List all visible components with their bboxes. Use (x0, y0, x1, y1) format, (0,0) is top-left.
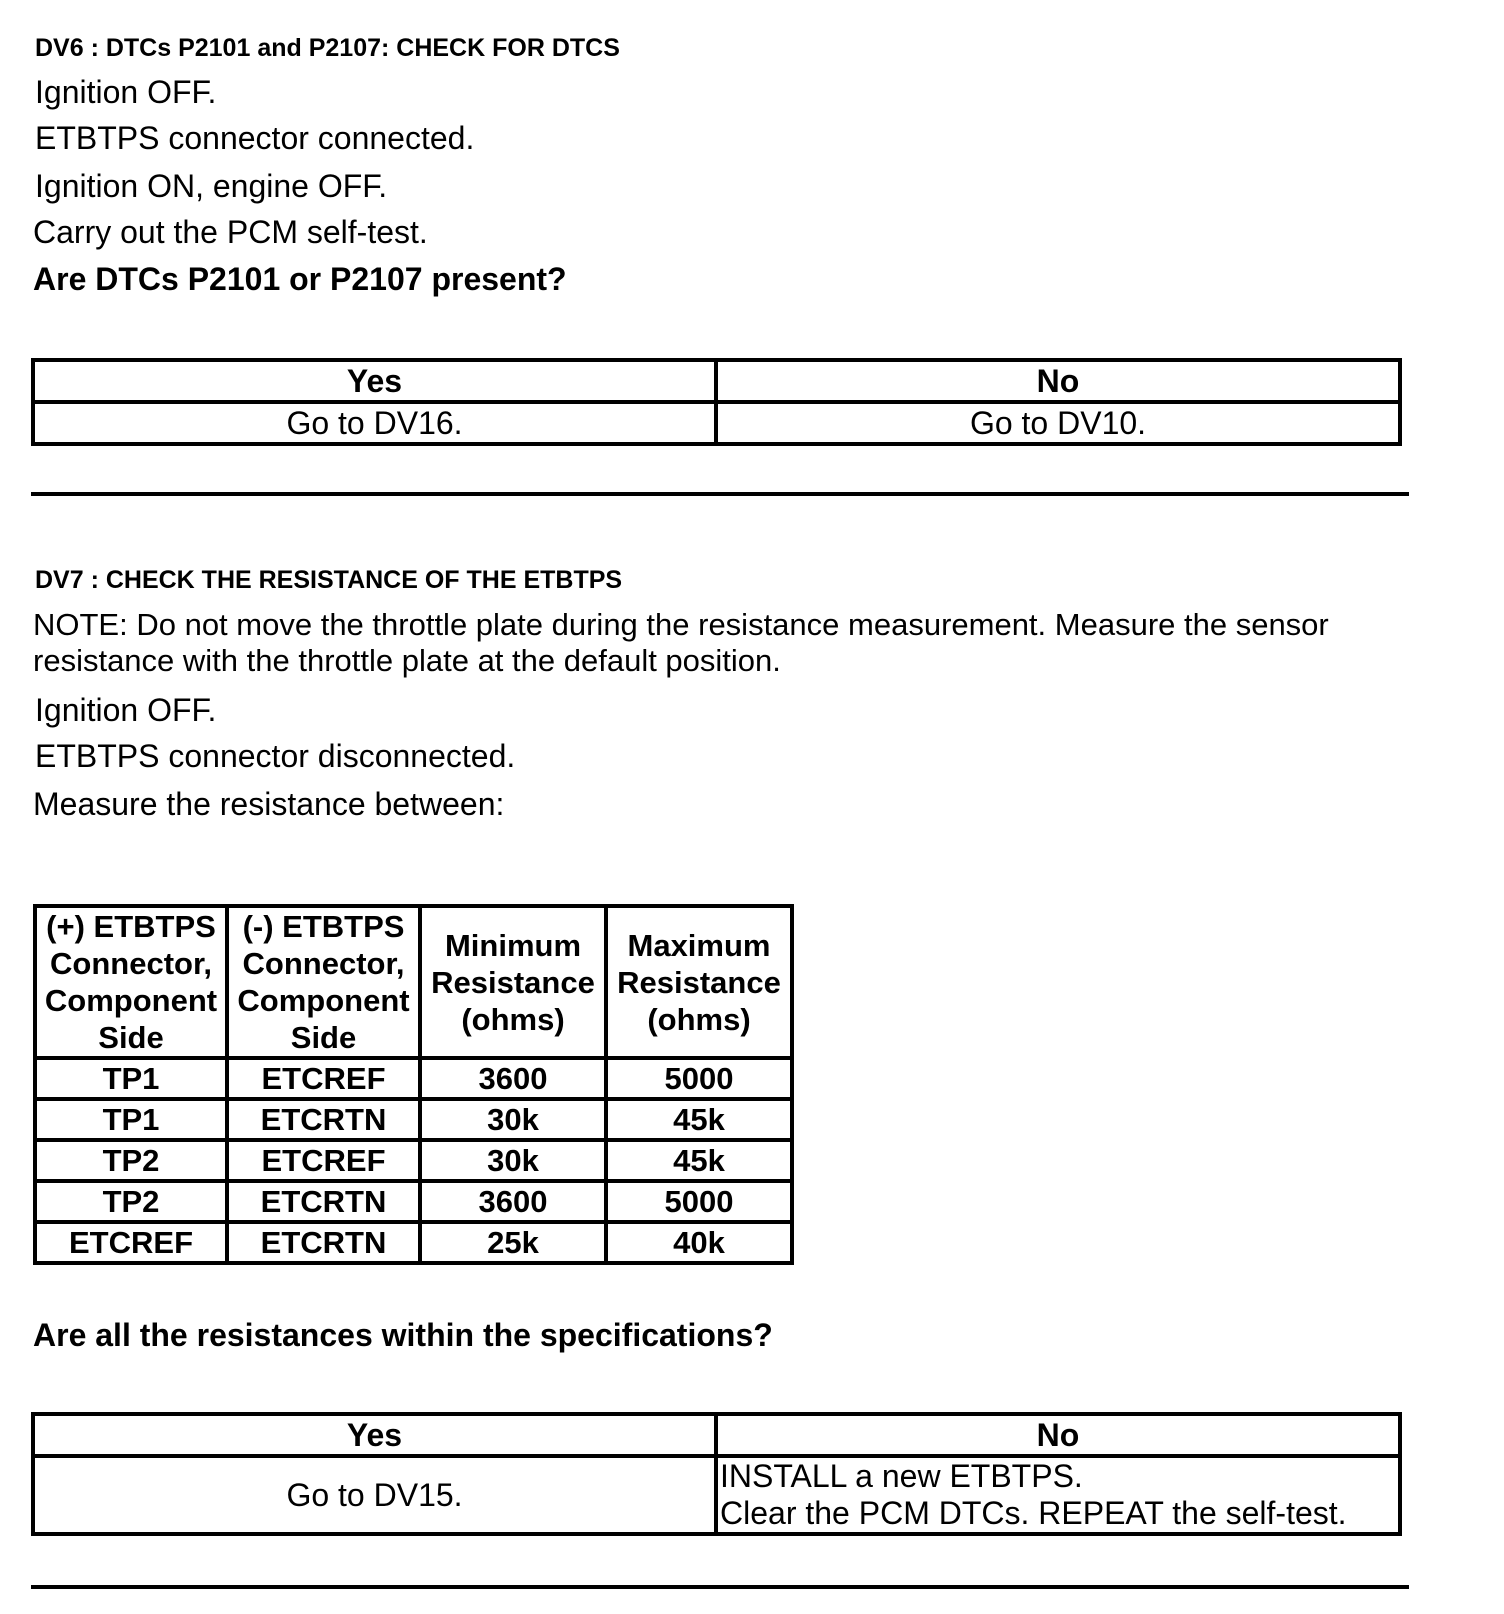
max-resistance-cell: 5000 (606, 1181, 792, 1222)
dv6-yes-header: Yes (33, 360, 716, 402)
header-negative-pin: (-) ETBTPS Connector, Component Side (227, 906, 420, 1058)
positive-pin-cell: TP1 (35, 1099, 227, 1140)
dv7-question: Are all the resistances within the specifications? (33, 1317, 773, 1353)
dv7-note: NOTE: Do not move the throttle plate during the resistance measurement. Measure the sensor resistance with the throttle plate at the default position. (33, 607, 1329, 678)
negative-pin-cell: ETCREF (227, 1140, 420, 1181)
dv6-step-1: Ignition OFF. (35, 74, 217, 110)
dv6-yes-no-table (31, 358, 1402, 446)
dv7-no-action-line-1: INSTALL a new ETBTPS. (720, 1458, 1083, 1495)
min-resistance-cell: 3600 (420, 1181, 606, 1222)
min-resistance-cell: 30k (420, 1099, 606, 1140)
min-resistance-cell: 30k (420, 1140, 606, 1181)
dv6-step-3: Ignition ON, engine OFF. (35, 168, 388, 204)
header-positive-pin: (+) ETBTPS Connector, Component Side (35, 906, 227, 1058)
dv7-no-header: No (716, 1414, 1400, 1456)
dv6-question: Are DTCs P2101 or P2107 present? (33, 261, 567, 297)
positive-pin-cell: TP2 (35, 1140, 227, 1181)
dv7-step-2: ETBTPS connector disconnected. (35, 738, 516, 774)
header-minimum-resistance: Minimum Resistance (ohms) (420, 906, 606, 1058)
negative-pin-cell: ETCRTN (227, 1181, 420, 1222)
dv7-heading: DV7 : CHECK THE RESISTANCE OF THE ETBTPS (35, 566, 623, 594)
positive-pin-cell: TP2 (35, 1181, 227, 1222)
max-resistance-cell: 45k (606, 1099, 792, 1140)
table-row (35, 1099, 792, 1140)
dv6-step-2: ETBTPS connector connected. (35, 120, 475, 156)
table-row (35, 1222, 792, 1263)
positive-pin-cell: ETCREF (35, 1222, 227, 1263)
positive-pin-cell: TP1 (35, 1058, 227, 1099)
dv7-no-action-line-2: Clear the PCM DTCs. REPEAT the self-test. (720, 1495, 1347, 1531)
table-row (35, 1058, 792, 1099)
section-divider (31, 492, 1409, 496)
min-resistance-cell: 25k (420, 1222, 606, 1263)
dv7-step-1: Ignition OFF. (35, 692, 217, 728)
dv6-step-4: Carry out the PCM self-test. (33, 214, 428, 250)
header-maximum-resistance: Maximum Resistance (ohms) (606, 906, 792, 1058)
resistance-table (33, 904, 794, 1265)
dv6-no-header: No (716, 360, 1400, 402)
dv6-no-action: Go to DV10. (716, 402, 1400, 444)
dv6-heading: DV6 : DTCs P2101 and P2107: CHECK FOR DTCS (35, 34, 620, 62)
dv7-step-3: Measure the resistance between: (33, 786, 505, 822)
min-resistance-cell: 3600 (420, 1058, 606, 1099)
max-resistance-cell: 5000 (606, 1058, 792, 1099)
dv7-yes-no-table (31, 1412, 1402, 1536)
dv6-yes-action: Go to DV16. (33, 402, 716, 444)
section-divider-bottom (31, 1585, 1409, 1589)
negative-pin-cell: ETCREF (227, 1058, 420, 1099)
max-resistance-cell: 45k (606, 1140, 792, 1181)
dv7-yes-action: Go to DV15. (33, 1456, 716, 1534)
negative-pin-cell: ETCRTN (227, 1222, 420, 1263)
table-row (35, 1181, 792, 1222)
table-row (35, 1140, 792, 1181)
dv7-no-action (716, 1456, 1400, 1534)
max-resistance-cell: 40k (606, 1222, 792, 1263)
negative-pin-cell: ETCRTN (227, 1099, 420, 1140)
dv7-yes-header: Yes (33, 1414, 716, 1456)
